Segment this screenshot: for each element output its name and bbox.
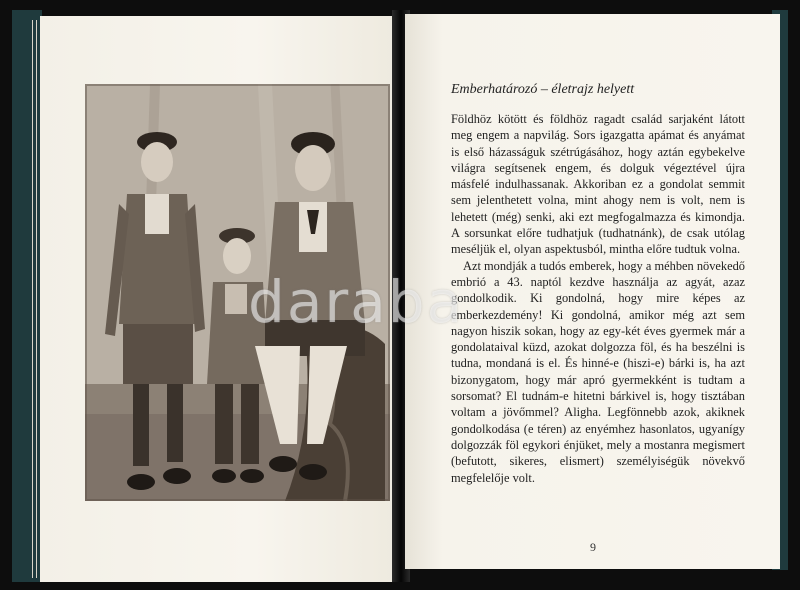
page-stack-edge <box>36 20 37 578</box>
paragraph: Azt mondják a tudós emberek, hogy a méhben növekedő embrió a 43. naptól kezdve használja az agyát, azaz gondolkodik. Ki gondolná, hogy mire képes az emberkezdemény! Ki gondolná, amikor még azt sem nagyon hiszik sokan, hogy az egy-két éves gyermek már a gondolataival küzd, azokat dolgozza föl, és ha beszélni is tudna, mondaná is el. És hinné-e (hiszi-e) bárki is, ha azt bizonygatom, hogy már apró gyermekként is tudtam a sorsomat? El tudnám-e hitetni bárkivel is, hogy tisztában voltam a jövőmmel? Aligha. Legfönnebb azok, akiknek gondolkodása (e téren) az enyémhez hasonlatos, ugyanígy dolgozzák föl egykori énjüket, mely a mostanra megismert (befutott, sikeres, elismert) személyiségük növekvő megfelelője volt. <box>451 258 745 485</box>
body-text <box>451 111 745 486</box>
page-number: 9 <box>590 540 596 554</box>
book-cover-left <box>12 10 42 582</box>
chapter-title: Emberhatározó – életrajz helyett <box>451 82 635 97</box>
page-stack-edge <box>32 20 33 578</box>
open-book <box>12 10 788 582</box>
paragraph: Földhöz kötött és földhöz ragadt család sarjaként látott meg engem a napvilág. Sors igazgatta apámat és anyámat is első házasságuk szétrúgásához, hogy aztán egybekelve világra segítsenek engem, és dolguk végeztével újra másfelé indulhassanak. Akkoriban ez a gondolat semmit sem jelenthetett volna, mint ahogy nem is volt, nem is lehetett (még) senki, aki ezt megfogalmazza és kimondja. A sorsunkat előre tudhatjuk (tudhatnánk), de csak utólag meséljük el, olyan aspektusból, mintha előre tudtuk volna. <box>451 112 745 257</box>
watermark-logo: daraba <box>248 268 465 336</box>
